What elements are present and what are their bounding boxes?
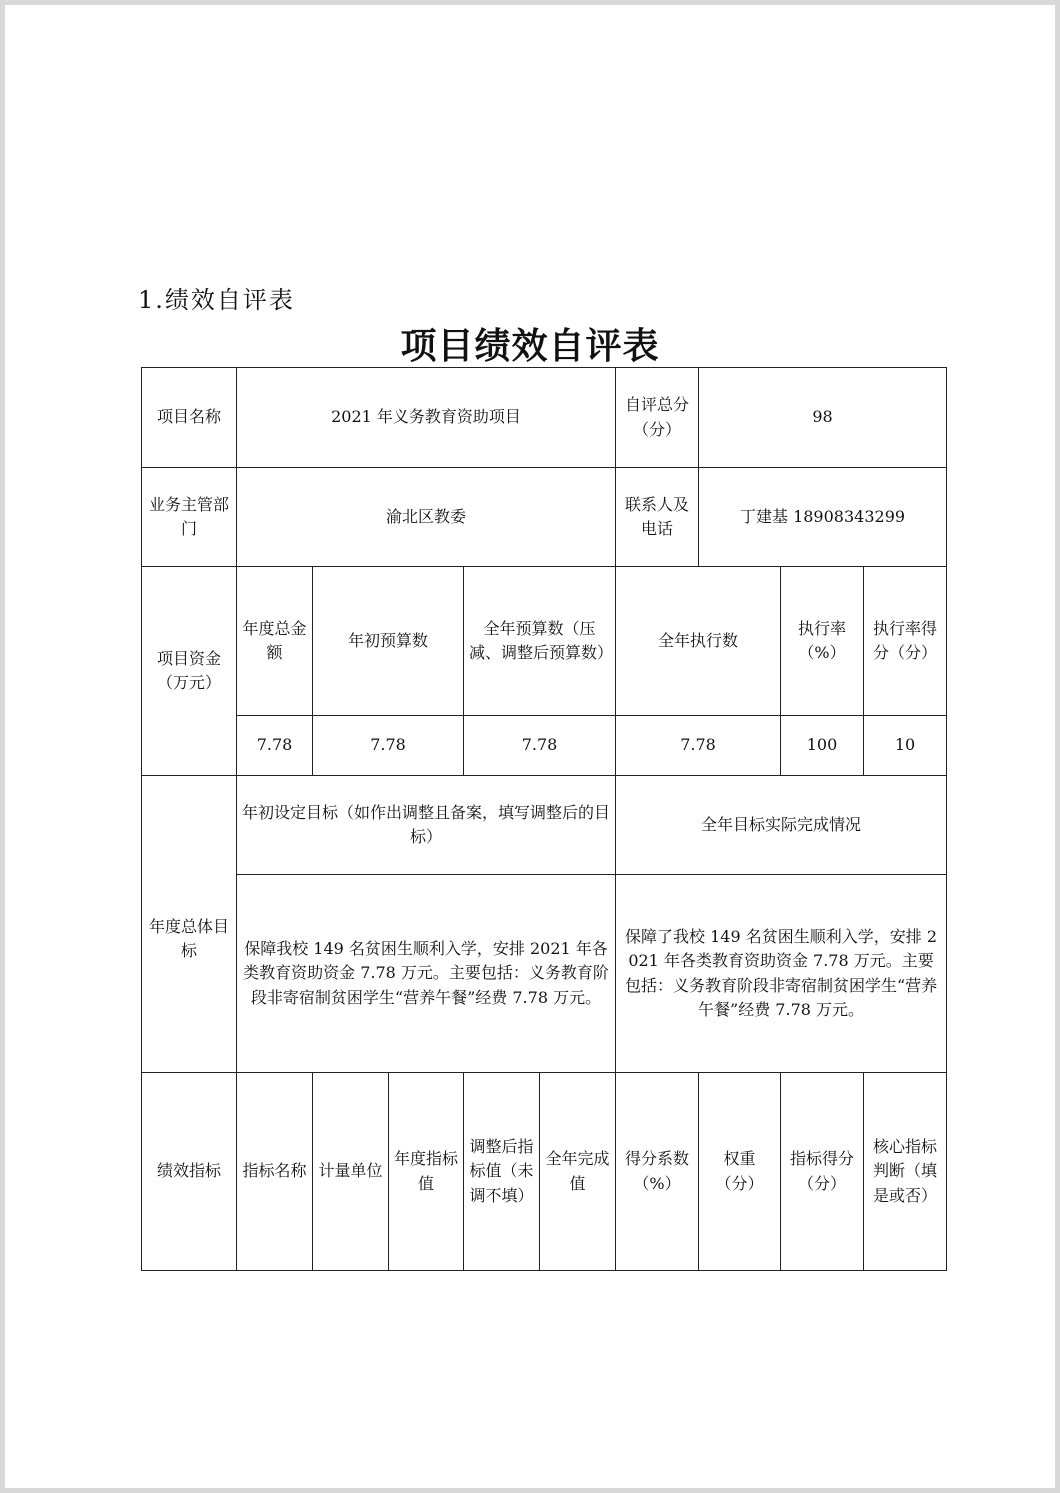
contact-label: 联系人及电话 [616, 468, 699, 567]
col-actual-value: 全年完成值 [540, 1073, 616, 1271]
performance-indicators-label: 绩效指标 [142, 1073, 237, 1271]
actual-completion-text: 保障了我校 149 名贫困生顺利入学，安排 2021 年各类教育资助资金 7.78 万元。主要包括：义务教育阶段非寄宿制贫困学生“营养午餐”经费 7.78 万元。 [616, 875, 947, 1073]
project-funds-label: 项目资金（万元） [142, 567, 237, 776]
annual-executed: 7.78 [616, 716, 781, 776]
project-name-value: 2021 年义务教育资助项目 [237, 368, 616, 468]
self-score-label: 自评总分（分） [616, 368, 699, 468]
execution-rate: 100 [781, 716, 864, 776]
project-name-label: 项目名称 [142, 368, 237, 468]
col-execution-rate: 执行率（%） [781, 567, 864, 716]
col-indicator-score: 指标得分（分） [781, 1073, 864, 1271]
col-annual-executed: 全年执行数 [616, 567, 781, 716]
col-annual-indicator-value: 年度指标值 [389, 1073, 464, 1271]
initial-goal-header: 年初设定目标（如作出调整且备案，填写调整后的目标） [237, 776, 616, 875]
document-title: 项目绩效自评表 [400, 325, 660, 367]
col-score-coefficient: 得分系数（%） [616, 1073, 699, 1271]
execution-rate-score: 10 [864, 716, 947, 776]
department-value: 渝北区教委 [237, 468, 616, 567]
col-indicator-name: 指标名称 [237, 1073, 313, 1271]
annual-budget: 7.78 [464, 716, 616, 776]
self-score-value: 98 [699, 368, 947, 468]
annual-goals-label: 年度总体目标 [142, 776, 237, 1073]
col-annual-budget: 全年预算数（压减、调整后预算数） [464, 567, 616, 716]
col-core-indicator: 核心指标判断（填是或否） [864, 1073, 947, 1271]
col-weight: 权重（分） [699, 1073, 781, 1271]
col-execution-rate-score: 执行率得分（分） [864, 567, 947, 716]
col-initial-budget: 年初预算数 [313, 567, 464, 716]
col-measurement-unit: 计量单位 [313, 1073, 389, 1271]
col-adjusted-indicator-value: 调整后指标值（未调不填） [464, 1073, 540, 1271]
section-heading: 1.绩效自评表 [138, 286, 295, 314]
initial-budget: 7.78 [313, 716, 464, 776]
department-label: 业务主管部门 [142, 468, 237, 567]
self-evaluation-table [141, 367, 947, 1271]
col-annual-total-amount: 年度总金额 [237, 567, 313, 716]
annual-total-amount: 7.78 [237, 716, 313, 776]
contact-value: 丁建基 18908343299 [699, 468, 947, 567]
actual-completion-header: 全年目标实际完成情况 [616, 776, 947, 875]
initial-goal-text: 保障我校 149 名贫困生顺利入学，安排 2021 年各类教育资助资金 7.78 万元。主要包括：义务教育阶段非寄宿制贫困学生“营养午餐”经费 7.78 万元。 [237, 875, 616, 1073]
